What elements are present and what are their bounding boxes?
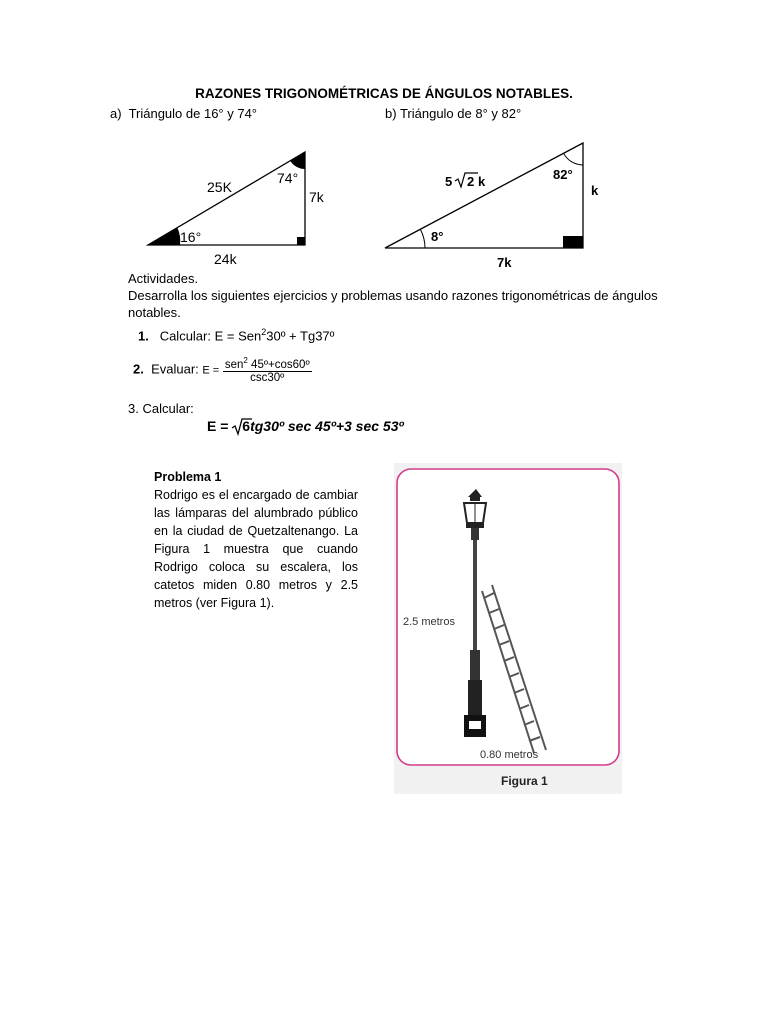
problem-1-text: Rodrigo es el encargado de cambiar las lámparas del alumbrado público en la ciudad de Quetzaltenango. La Figura 1 muestra que cuando Rodrigo coloca su escalera, los catetos miden 0.80 metros y 2.5 metros (ver Figura 1). [154,488,358,610]
exercise-3-lhs: E = [207,418,229,434]
exercise-2-fraction [223,356,312,384]
activities-block [128,270,668,321]
triangle-a-shape [148,152,305,245]
triangle-b-leg-h-label: 7k [497,255,512,270]
figure-1-caption: Figura 1 [501,774,548,788]
exercise-2-label: Evaluar: [151,361,199,377]
triangle-a-angle-base-mark [148,228,180,245]
triangle-b-diagram [380,138,610,273]
triangle-b-angle-top-mark [564,153,583,165]
triangle-a-leg-h-label: 24k [214,251,237,267]
exercise-3-heading [128,401,194,416]
exercise-2-numerator: sen$^2$ 45º+cos60º [224,356,310,371]
figure-1 [394,463,622,794]
triangle-a-right-angle-mark [297,237,305,245]
exercise-3-radical: 6 [232,418,250,434]
exercise-1-superscript: 2 [261,327,267,337]
triangle-b-right-angle-mark [563,236,583,248]
exercise-1-number: 1. [138,328,149,344]
svg-text:2: 2 [467,174,475,189]
triangle-b-hyp-label [445,173,486,189]
section-a-text: Triángulo de 16° y 74° [128,106,258,121]
activities-instructions: Desarrolla los siguientes ejercicios y problemas usando razones trigonométricas de ángulos notables. [128,288,658,320]
triangle-a-angle-top-mark [290,152,305,169]
exercise-2 [133,356,312,384]
section-b-heading [385,106,521,121]
triangle-a-hyp-label: 25K [207,179,232,195]
section-a-heading [110,106,257,121]
triangle-b-shape [385,143,583,248]
section-a-label: a) [110,106,122,121]
triangle-b-leg-v-label: k [591,183,599,198]
exercise-2-number: 2. [133,361,144,377]
problem-1 [154,468,358,612]
triangle-b-angle-base-mark [421,230,426,248]
exercise-3-rest: tg30º sec 45º+3 sec 53º [250,418,404,434]
section-b-label: b) [385,106,397,121]
exercise-1-text-pre: Calcular: E = Sen [159,328,262,344]
exercise-2-denominator: csc30º [250,371,285,384]
exercise-1-text-post: 30º + Tg37º [266,328,335,344]
activities-heading: Actividades. [128,271,199,286]
exercise-2-lhs: E = [202,364,220,377]
page-title: RAZONES TRIGONOMÉTRICAS DE ÁNGULOS NOTABLES. [195,86,573,101]
figure-1-height-label: 2.5 metros [403,616,455,628]
triangle-b-angle-base-label: 8° [431,229,444,244]
triangle-a-leg-v-label: 7k [309,189,324,205]
triangle-a-angle-base-label: 16° [180,229,202,245]
figure-1-illustration [394,463,622,794]
exercise-3-number: 3. [128,401,139,416]
svg-text:k: k [478,174,486,189]
triangle-a-diagram [140,145,324,270]
svg-text:5: 5 [445,174,453,189]
figure-1-base-label: 0.80 metros [480,749,539,761]
exercise-3-formula [207,418,404,434]
problem-1-title: Problema 1 [154,470,222,484]
triangle-b-angle-top-label: 82° [553,167,573,182]
exercise-3-label: Calcular: [142,401,194,416]
exercise-1 [138,327,334,343]
section-b-text: Triángulo de 8° y 82° [399,106,522,121]
triangle-a-angle-top-label: 74° [277,170,299,186]
radical-icon [232,418,252,436]
